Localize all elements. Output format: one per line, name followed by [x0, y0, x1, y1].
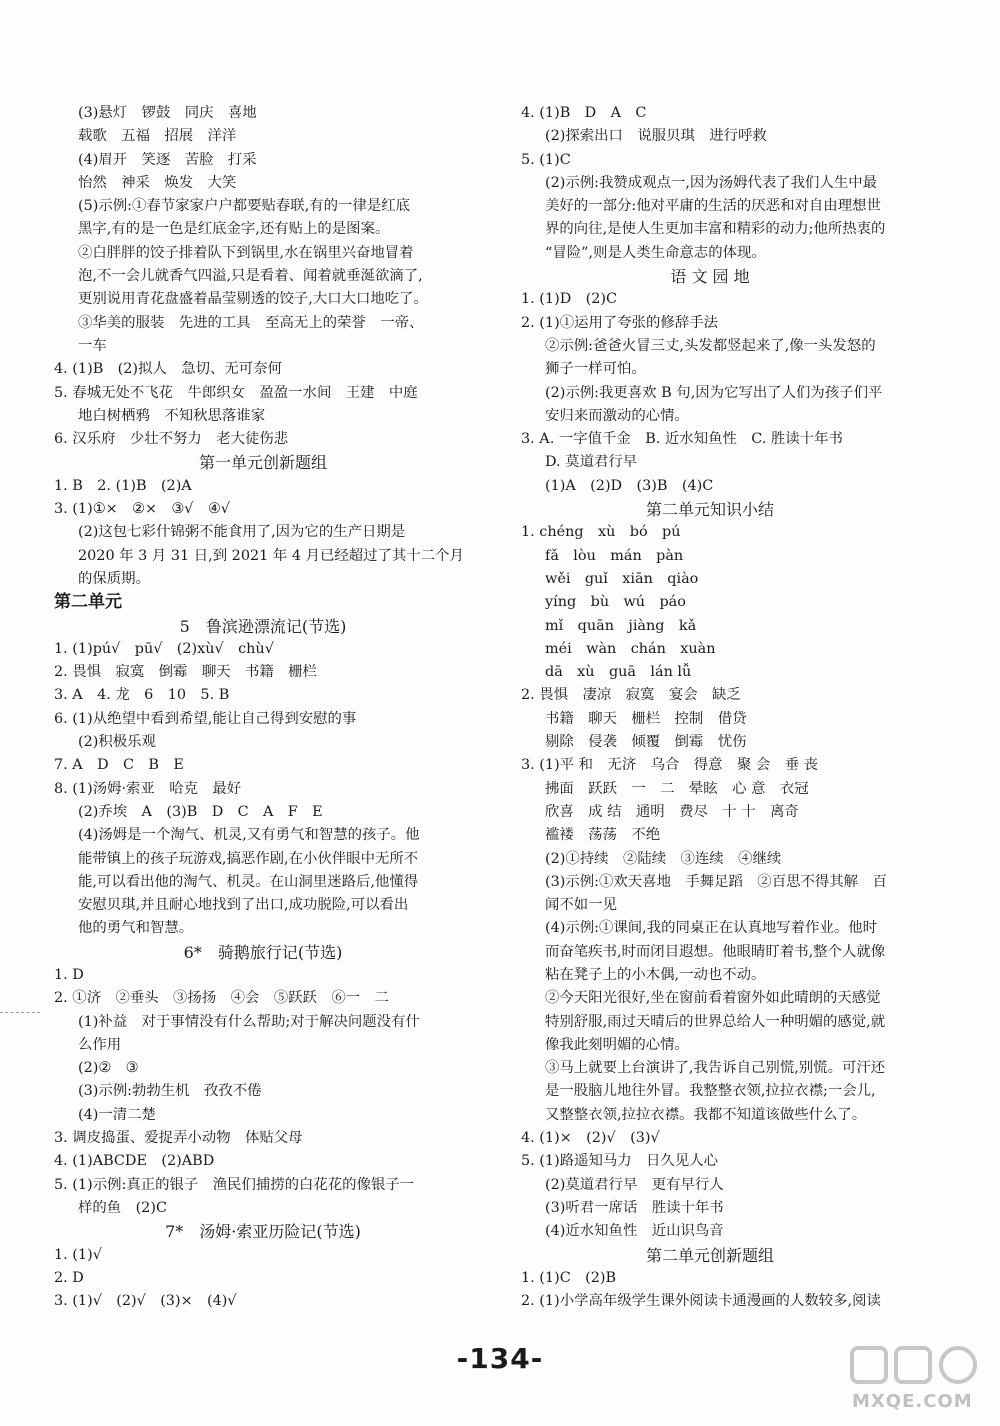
answer-line: dā xù guā lán lǚ [545, 664, 692, 681]
answer-line: 4. (1)B D A C [521, 105, 647, 121]
answer-line: (2)①持续 ②陆续 ③连续 ④继续 [545, 850, 782, 867]
answer-line: 8. (1)汤姆·索亚 哈克 最好 [54, 780, 242, 797]
answer-line: 1. D [54, 966, 84, 983]
answer-line: (2)示例:我更喜欢 B 句,因为它写出了人们为孩子们平 [545, 384, 883, 401]
answer-line: 地白树栖鸦 不知秋思落谁家 [78, 407, 266, 424]
right-column [521, 102, 899, 1313]
answer-line: 1. (1)C (2)B [521, 1269, 617, 1286]
answer-line: (2)这包七彩什锦粥不能食用了,因为它的生产日期是 [78, 524, 406, 541]
answer-line: 能带镇上的孩子玩游戏,搞恶作剧,在小伙伴眼中无所不 [78, 850, 419, 867]
answer-line: 狮子一样可怕。 [545, 361, 646, 378]
answer-line: 2. D [54, 1269, 84, 1286]
section-heading: 第二单元创新题组 [645, 1245, 774, 1265]
answer-line: (3)悬灯 锣鼓 同庆 喜地 [78, 105, 257, 121]
answer-line: (4)近水知鱼性 近山识鸟音 [545, 1223, 724, 1240]
answer-line: 安归来而激动的心情。 [545, 407, 689, 424]
answer-line: 7. A D C B E [54, 757, 184, 774]
answer-line: 黑字,有的是一色是红底金字,还有贴上的是图案。 [78, 221, 390, 238]
answer-line: (2)探索出口 说服贝琪 进行呼救 [545, 128, 767, 145]
watermark-logo [848, 1342, 988, 1412]
answer-line: (2)乔埃 A (3)B D C A F E [78, 803, 323, 820]
answer-line: ②示例:爸爸火冒三丈,头发都竖起来了,像一头发怒的 [545, 337, 876, 354]
answer-line: (4)眉开 笑逐 苦脸 打采 [78, 151, 257, 168]
answer-line: 欣喜 成 结 通明 费尽 十 十 离奇 [545, 803, 799, 820]
answer-line: 又整整衣领,拉拉衣襟。我都不知道该做些什么了。 [545, 1106, 867, 1123]
section-heading: 语 文 园 地 [670, 267, 750, 287]
answer-line: 泡,不一会儿就香气四溢,只是看着、闻着就垂涎欲滴了, [78, 268, 423, 285]
answer-line: 是一股脑儿地往外冒。我整整衣领,拉拉衣襟;一会儿, [545, 1083, 876, 1100]
answer-line: (1)补益 对于事情没有什么帮助;对于解决问题没有什 [78, 1013, 420, 1030]
answer-line: (4)一清二楚 [78, 1106, 156, 1123]
answer-line: (2)莫道君行早 更有早行人 [545, 1176, 724, 1193]
answer-line: 3. 调皮捣蛋、爱捉弄小动物 体贴父母 [54, 1130, 303, 1147]
answer-line: 书籍 聊天 栅栏 控制 借贷 [545, 710, 747, 727]
answer-line: 1. B 2. (1)B (2)A [54, 477, 192, 494]
answer-line: (3)示例:勃勃生机 孜孜不倦 [78, 1083, 262, 1100]
answer-line: 1. (1)D (2)C [521, 291, 618, 308]
answer-line: 2. 畏惧 凄凉 寂寞 宴会 缺乏 [521, 687, 741, 704]
section-heading: 6* 骑鹅旅行记(节选) [183, 942, 343, 962]
answer-line: ③华美的服装 先进的工具 至高无上的荣誉 一帝、 [78, 314, 424, 331]
answer-line: 褴褛 荡荡 不绝 [545, 827, 661, 844]
answer-line: mǐ quān jiàng kǎ [545, 617, 697, 634]
answer-line: (2)② ③ [78, 1060, 139, 1077]
answer-line: “冒险”,则是人类生命意志的体现。 [545, 244, 766, 261]
answer-line: 怡然 神采 焕发 大笑 [78, 174, 237, 191]
answer-line: 3. A. 一字值千金 B. 近水知鱼性 C. 胜读十年书 [521, 431, 843, 448]
answer-line: 闻不如一见 [545, 897, 617, 914]
answer-line: D. 莫道君行早 [545, 454, 638, 471]
answer-line: 而奋笔疾书,时而闭目遐想。他眼睛盯着书,整个人就像 [545, 943, 886, 960]
answer-line: (4)示例:①课间,我的同桌正在认真地写着作业。他时 [545, 920, 878, 937]
answer-line: 2. (1)小学高年级学生课外阅读卡通漫画的人数较多,阅读 [521, 1293, 881, 1310]
answer-line: 样的鱼 (2)C [78, 1199, 167, 1216]
answer-line: 5. 春城无处不飞花 牛郎织女 盈盈一水间 王建 中庭 [54, 384, 418, 401]
answer-line: 3. (1)平 和 无济 乌合 得意 聚 会 垂 丧 [521, 757, 819, 774]
answer-line: 1. chéng xù bó pú [521, 524, 681, 541]
answer-line: (3)示例:①欢天喜地 手舞足蹈 ②百思不得其解 百 [545, 873, 887, 890]
answer-line: 5. (1)示例:真正的银子 渔民们捕捞的白花花的像银子一 [54, 1176, 415, 1193]
answer-line: 3. A 4. 龙 6 10 5. B [54, 687, 230, 704]
answer-line: 界的向往,是使人生更加丰富和精彩的动力;他所热衷的 [545, 221, 886, 238]
answer-line: 美好的一部分:他对平庸的生活的厌恶和对自由理想世 [545, 198, 881, 215]
page-number: -134- [456, 1342, 544, 1375]
section-heading: 7* 汤姆·索亚历险记(节选) [165, 1222, 361, 1242]
answer-line: 3. (1)①× ②× ③√ ④√ [54, 501, 230, 518]
answer-line: 1. (1)pú√ pū√ (2)xù√ chù√ [54, 640, 274, 657]
left-column [54, 102, 472, 1313]
answer-line: 像我此刻明媚的心情。 [545, 1036, 689, 1053]
answer-line: (2)积极乐观 [78, 734, 156, 751]
answer-line: 3. (1)√ (2)√ (3)× (4)√ [54, 1293, 237, 1310]
section-heading: 第一单元创新题组 [198, 453, 327, 473]
margin-mark [0, 1012, 40, 1015]
answer-line: (1)A (2)D (3)B (4)C [545, 477, 714, 494]
answer-line: 粘在凳子上的小木偶,一动也不动。 [545, 966, 766, 983]
section-heading: 5 鲁滨逊漂流记(节选) [179, 616, 347, 636]
answer-line: 特别舒服,雨过天晴后的世界总给人一种明媚的感觉,就 [545, 1013, 886, 1030]
answer-line: 2. 畏惧 寂寞 倒霉 聊天 书籍 栅栏 [54, 664, 317, 681]
answer-line: wěi guǐ xiān qiào [545, 570, 699, 587]
section-heading: 第二单元 [54, 592, 122, 613]
answer-line: ②白胖胖的饺子排着队下到锅里,水在锅里兴奋地冒着 [78, 244, 414, 261]
answer-line: (3)听君一席话 胜读十年书 [545, 1199, 724, 1216]
answer-line: 安慰贝琪,并且耐心地找到了出口,成功脱险,可以看出 [78, 897, 409, 914]
answer-line: 1. (1)√ [54, 1246, 102, 1263]
answer-line: 4. (1)× (2)√ (3)√ [521, 1130, 660, 1147]
answer-line: 载歌 五福 招展 洋洋 [78, 128, 237, 145]
answer-line: 他的勇气和智慧。 [78, 920, 194, 937]
answer-line: 更别说用青花盘盛着晶莹剔透的饺子,大口大口地吃了。 [78, 291, 428, 308]
answer-line: 4. (1)ABCDE (2)ABD [54, 1153, 215, 1170]
answer-line: 的保质期。 [78, 570, 150, 587]
answer-line: méi wàn chán xuàn [545, 640, 716, 657]
answer-line: 4. (1)B (2)拟人 急切、无可奈何 [54, 361, 282, 378]
answer-line: 6. 汉乐府 少壮不努力 老大徒伤悲 [54, 431, 289, 448]
answer-line: 2. ①济 ②垂头 ③扬扬 ④会 ⑤跃跃 ⑥一 二 [54, 990, 389, 1007]
answer-line: (2)示例:我赞成观点一,因为汤姆代表了我们人生中最 [545, 174, 878, 191]
answer-line: (4)汤姆是一个淘气、机灵,又有勇气和智慧的孩子。他 [78, 827, 420, 844]
answer-line: 5. (1)C [521, 151, 571, 168]
answer-line: yíng bù wú páo [545, 594, 686, 611]
answer-line: 剔除 侵袭 倾覆 倒霉 忧伤 [545, 734, 747, 751]
answer-line: ②今天阳光很好,坐在窗前看着窗外如此晴朗的天感觉 [545, 990, 881, 1007]
answer-line: fǎ lòu mán pàn [545, 547, 684, 564]
answer-line: ③马上就要上台演讲了,我告诉自己别慌,别慌。可汗还 [545, 1060, 886, 1077]
answer-line: 一车 [78, 337, 107, 354]
answer-line: 5. (1)路遥知马力 日久见人心 [521, 1153, 718, 1170]
answer-line: 么作用 [78, 1036, 122, 1053]
section-heading: 第二单元知识小结 [645, 500, 774, 520]
watermark-text: MXQE.COM [852, 1391, 973, 1412]
answer-line: 2020 年 3 月 31 日,到 2021 年 4 月已经超过了其十二个月 [78, 547, 464, 564]
watermark-icon [848, 1342, 988, 1392]
answer-line: 能,可以看出他的淘气、机灵。在山洞里迷路后,他懂得 [78, 873, 419, 890]
answer-line: (5)示例:①春节家家户户都要贴春联,有的一律是红底 [78, 198, 411, 215]
answer-line: 2. (1)①运用了夸张的修辞手法 [521, 314, 718, 331]
answer-line: 拂面 跃跃 一 二 晕眩 心 意 衣冠 [545, 780, 809, 797]
answer-line: 6. (1)从绝望中看到希望,能让自己得到安慰的事 [54, 710, 357, 727]
